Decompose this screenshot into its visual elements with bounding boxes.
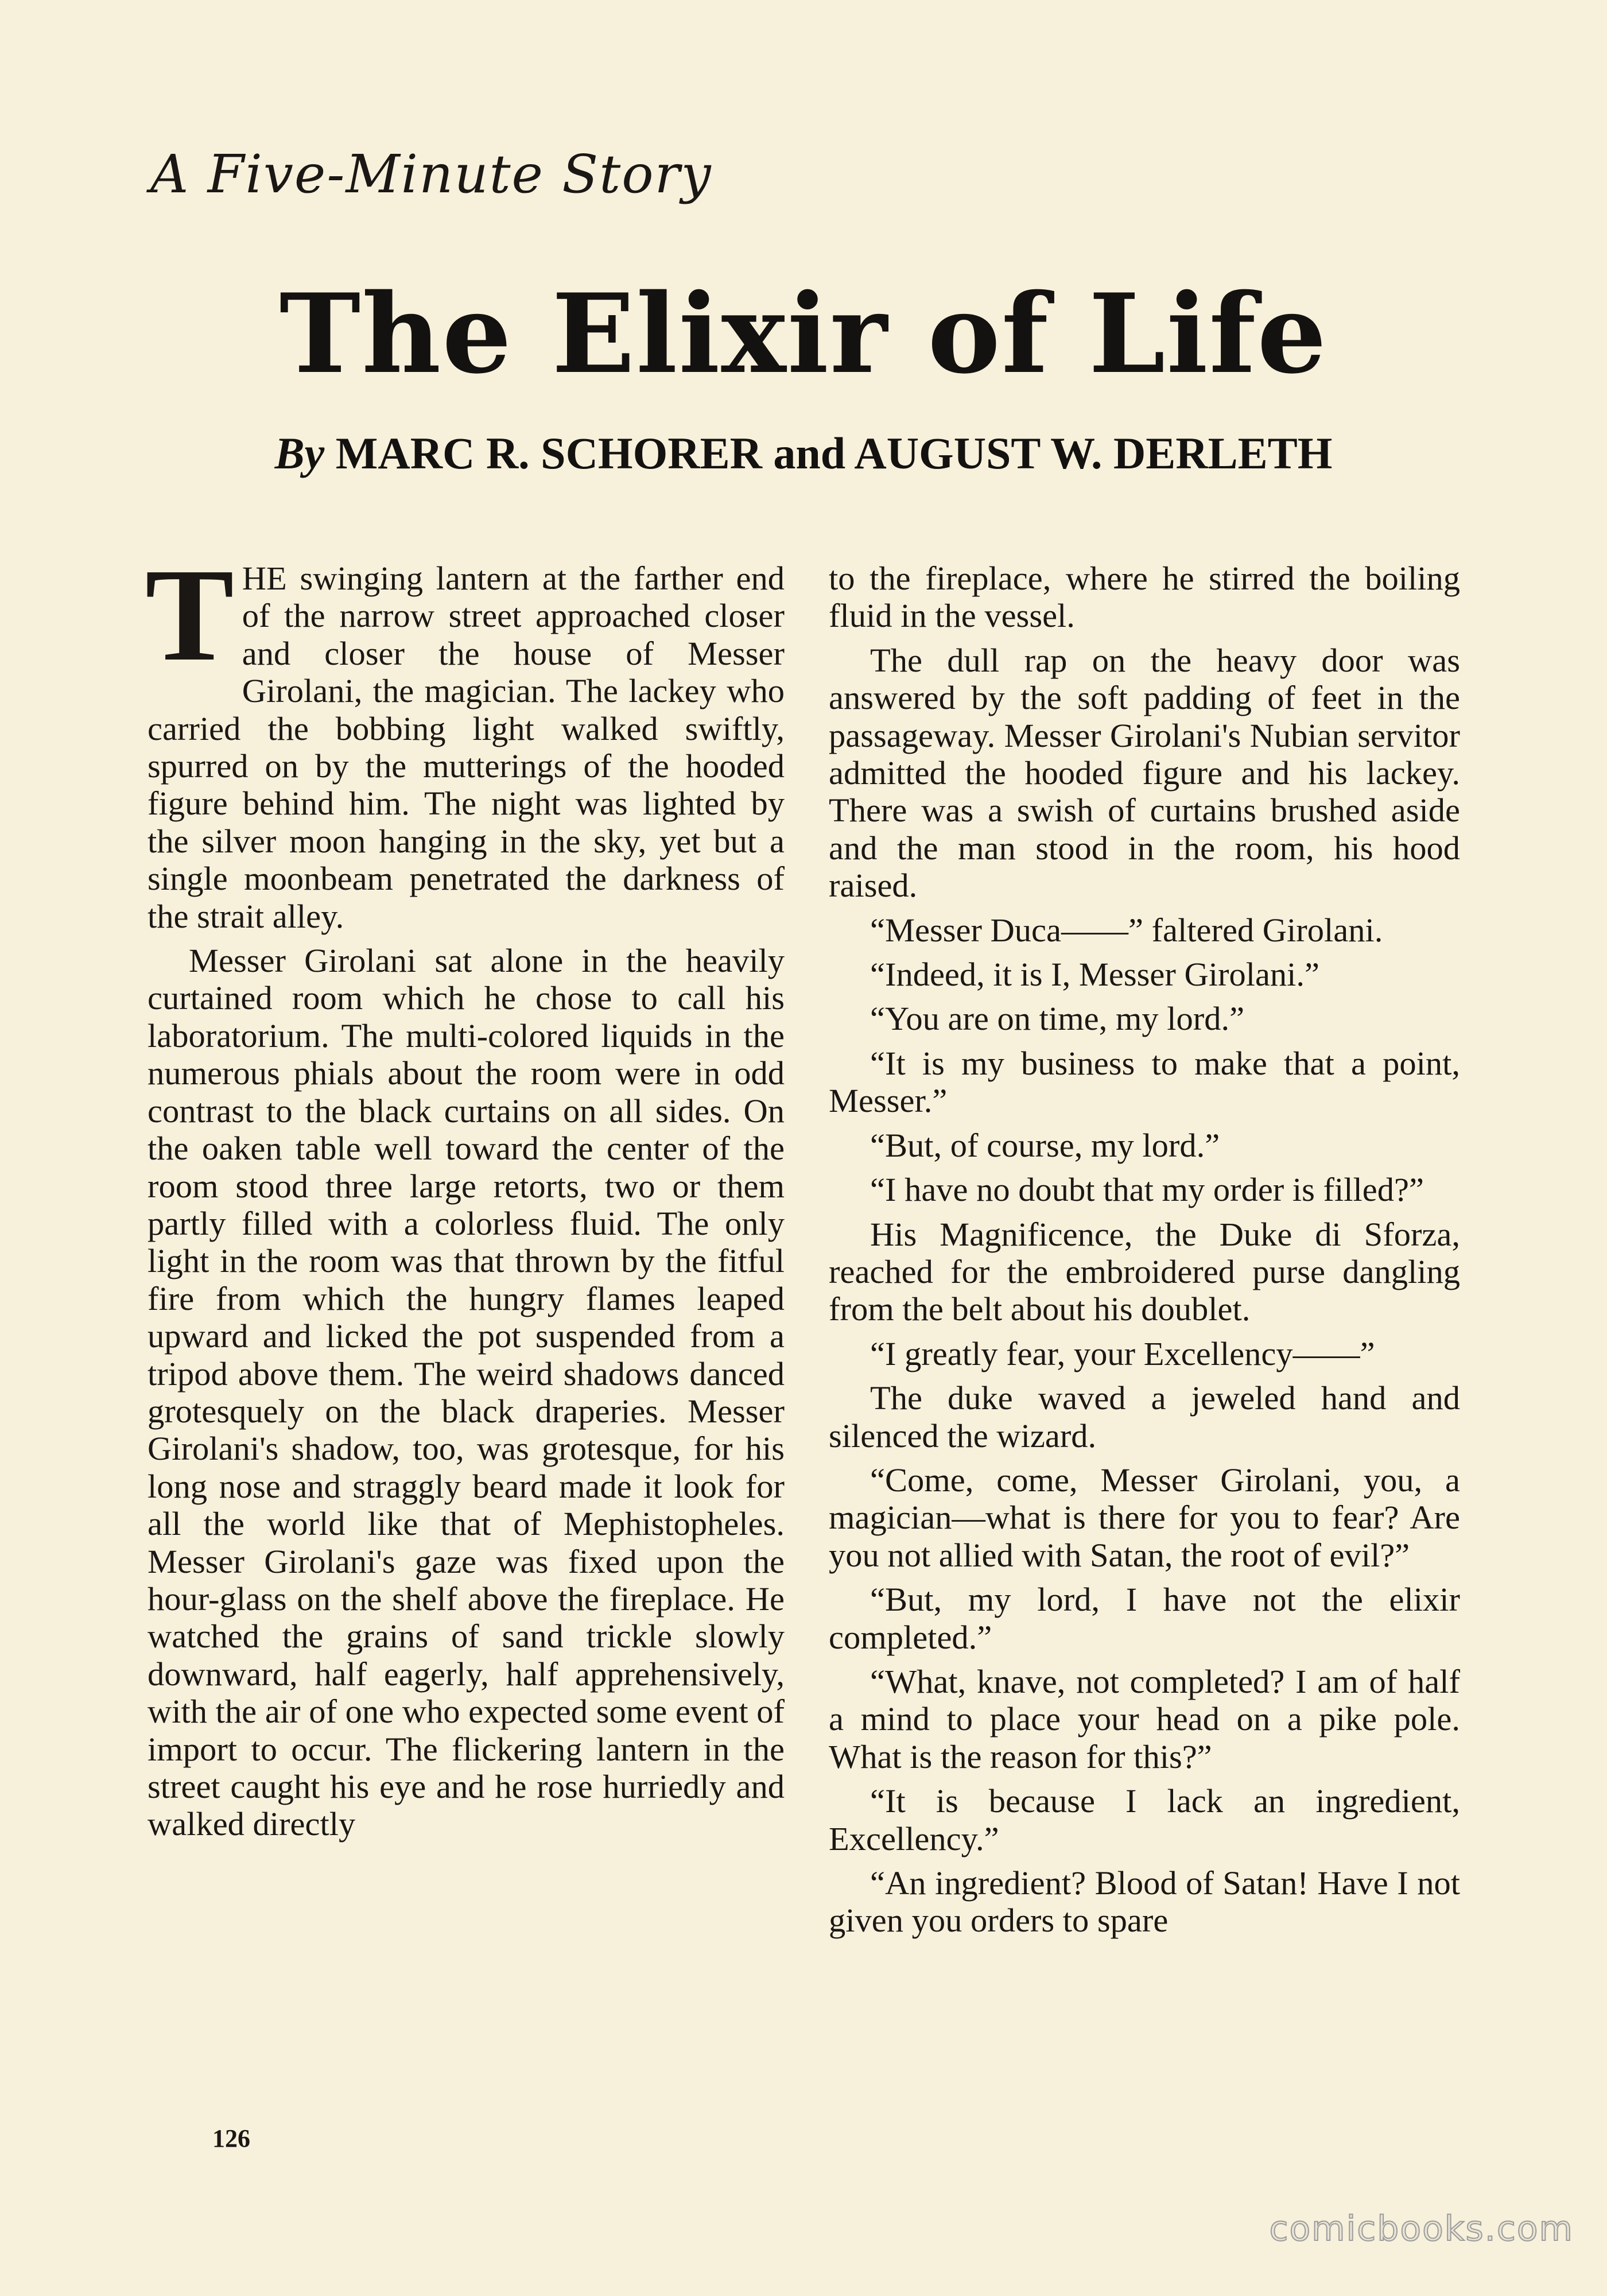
paragraph: “Indeed, it is I, Messer Girolani.”	[870, 956, 1320, 994]
paragraph: “I greatly fear, your Excellency——”	[870, 1335, 1375, 1372]
lead-in: HE	[242, 560, 287, 597]
paragraph: “You are on time, my lord.”	[870, 1000, 1245, 1038]
paragraph: “Messer Duca——” faltered Girolani.	[870, 911, 1383, 949]
paragraph: The dull rap on the heavy door was answered by the soft padding of feet in the passageway. Messer Girolani's Nubian servitor admitted the hooded figure and his lackey. There was a swish of curtains brushed aside and the man stood in the room, his hood raised.	[829, 641, 1460, 905]
drop-cap: T	[145, 541, 234, 689]
paragraph: “But, my lord, I have not the elixir completed.”	[829, 1581, 1460, 1656]
paragraph: “It is because I lack an ingredient, Excellency.”	[829, 1782, 1460, 1857]
paragraph: “I have no doubt that my order is filled?”	[870, 1171, 1424, 1209]
paragraph	[145, 541, 785, 935]
paragraph: Messer Girolani sat alone in the heavily curtained room which he chose to call his laboratorium. The multi-colored liquids in the numerous phials about the room were in odd contrast to the black curtains on all sides. On the oaken table well toward the center of the room stood three large retorts, two or them partly filled with a colorless fluid. The only light in the room was that thrown by the fitful fire from which the hungry flames leaped upward and licked the pot suspended from a tripod above them. The weird shadows danced grotesquely on the black draperies. Messer Girolani's shadow, too, was grotesque, for his long nose and straggly beard made it look for all the world like that of Mephistopheles. Messer Girolani's gaze was fixed upon the hour-glass on the shelf above the fireplace. He watched the grains of sand trickle slowly downward, half eagerly, half apprehensively, with the air of one who expected some event of import to occur. The flickering lantern in the street caught his eye and he rose hurriedly and walked directly	[147, 942, 785, 1843]
watermark: comicbooks.com	[1269, 2209, 1574, 2249]
left-column	[145, 541, 785, 1850]
story-title: The Elixir of Life	[279, 270, 1328, 398]
paragraph: “It is my business to make that a point, Messer.”	[829, 1044, 1460, 1120]
paragraph: “What, knave, not completed? I am of half a mind to place your head on a pike pole. What is the reason for this?”	[829, 1662, 1460, 1775]
page-number: 126	[212, 2124, 250, 2152]
paragraph: to the fireplace, where he stirred the boiling fluid in the vessel.	[829, 560, 1460, 635]
paragraph: “Come, come, Messer Girolani, you, a magician—what is there for you to fear? Are you not allied with Satan, the root of evil?”	[829, 1461, 1460, 1574]
paragraph: The duke waved a jeweled hand and silenced the wizard.	[829, 1379, 1460, 1455]
paragraph-text: swinging lantern at the farther end of the narrow street approached closer and closer the house of Messer Girolani, the magician. The lackey who carried the bobbing light walked swiftly, spurred on by the mutterings of the hooded figure behind him. The night was lighted by the silver moon hanging in the sky, yet but a single moonbeam penetrated the darkness of the strait alley.	[147, 560, 785, 935]
paragraph: His Magnificence, the Duke di Sforza, reached for the embroidered purse dangling from the belt about his doublet.	[829, 1215, 1460, 1328]
paragraph: “An ingredient? Blood of Satan! Have I not given you orders to spare	[829, 1864, 1460, 1940]
byline-authors: MARC R. SCHORER and AUGUST W. DERLETH	[335, 428, 1333, 478]
right-column	[829, 560, 1460, 1946]
byline	[0, 428, 1607, 479]
paragraph: “But, of course, my lord.”	[870, 1126, 1220, 1164]
story-kicker: A Five-Minute Story	[150, 144, 712, 205]
byline-prefix: By	[274, 428, 325, 478]
